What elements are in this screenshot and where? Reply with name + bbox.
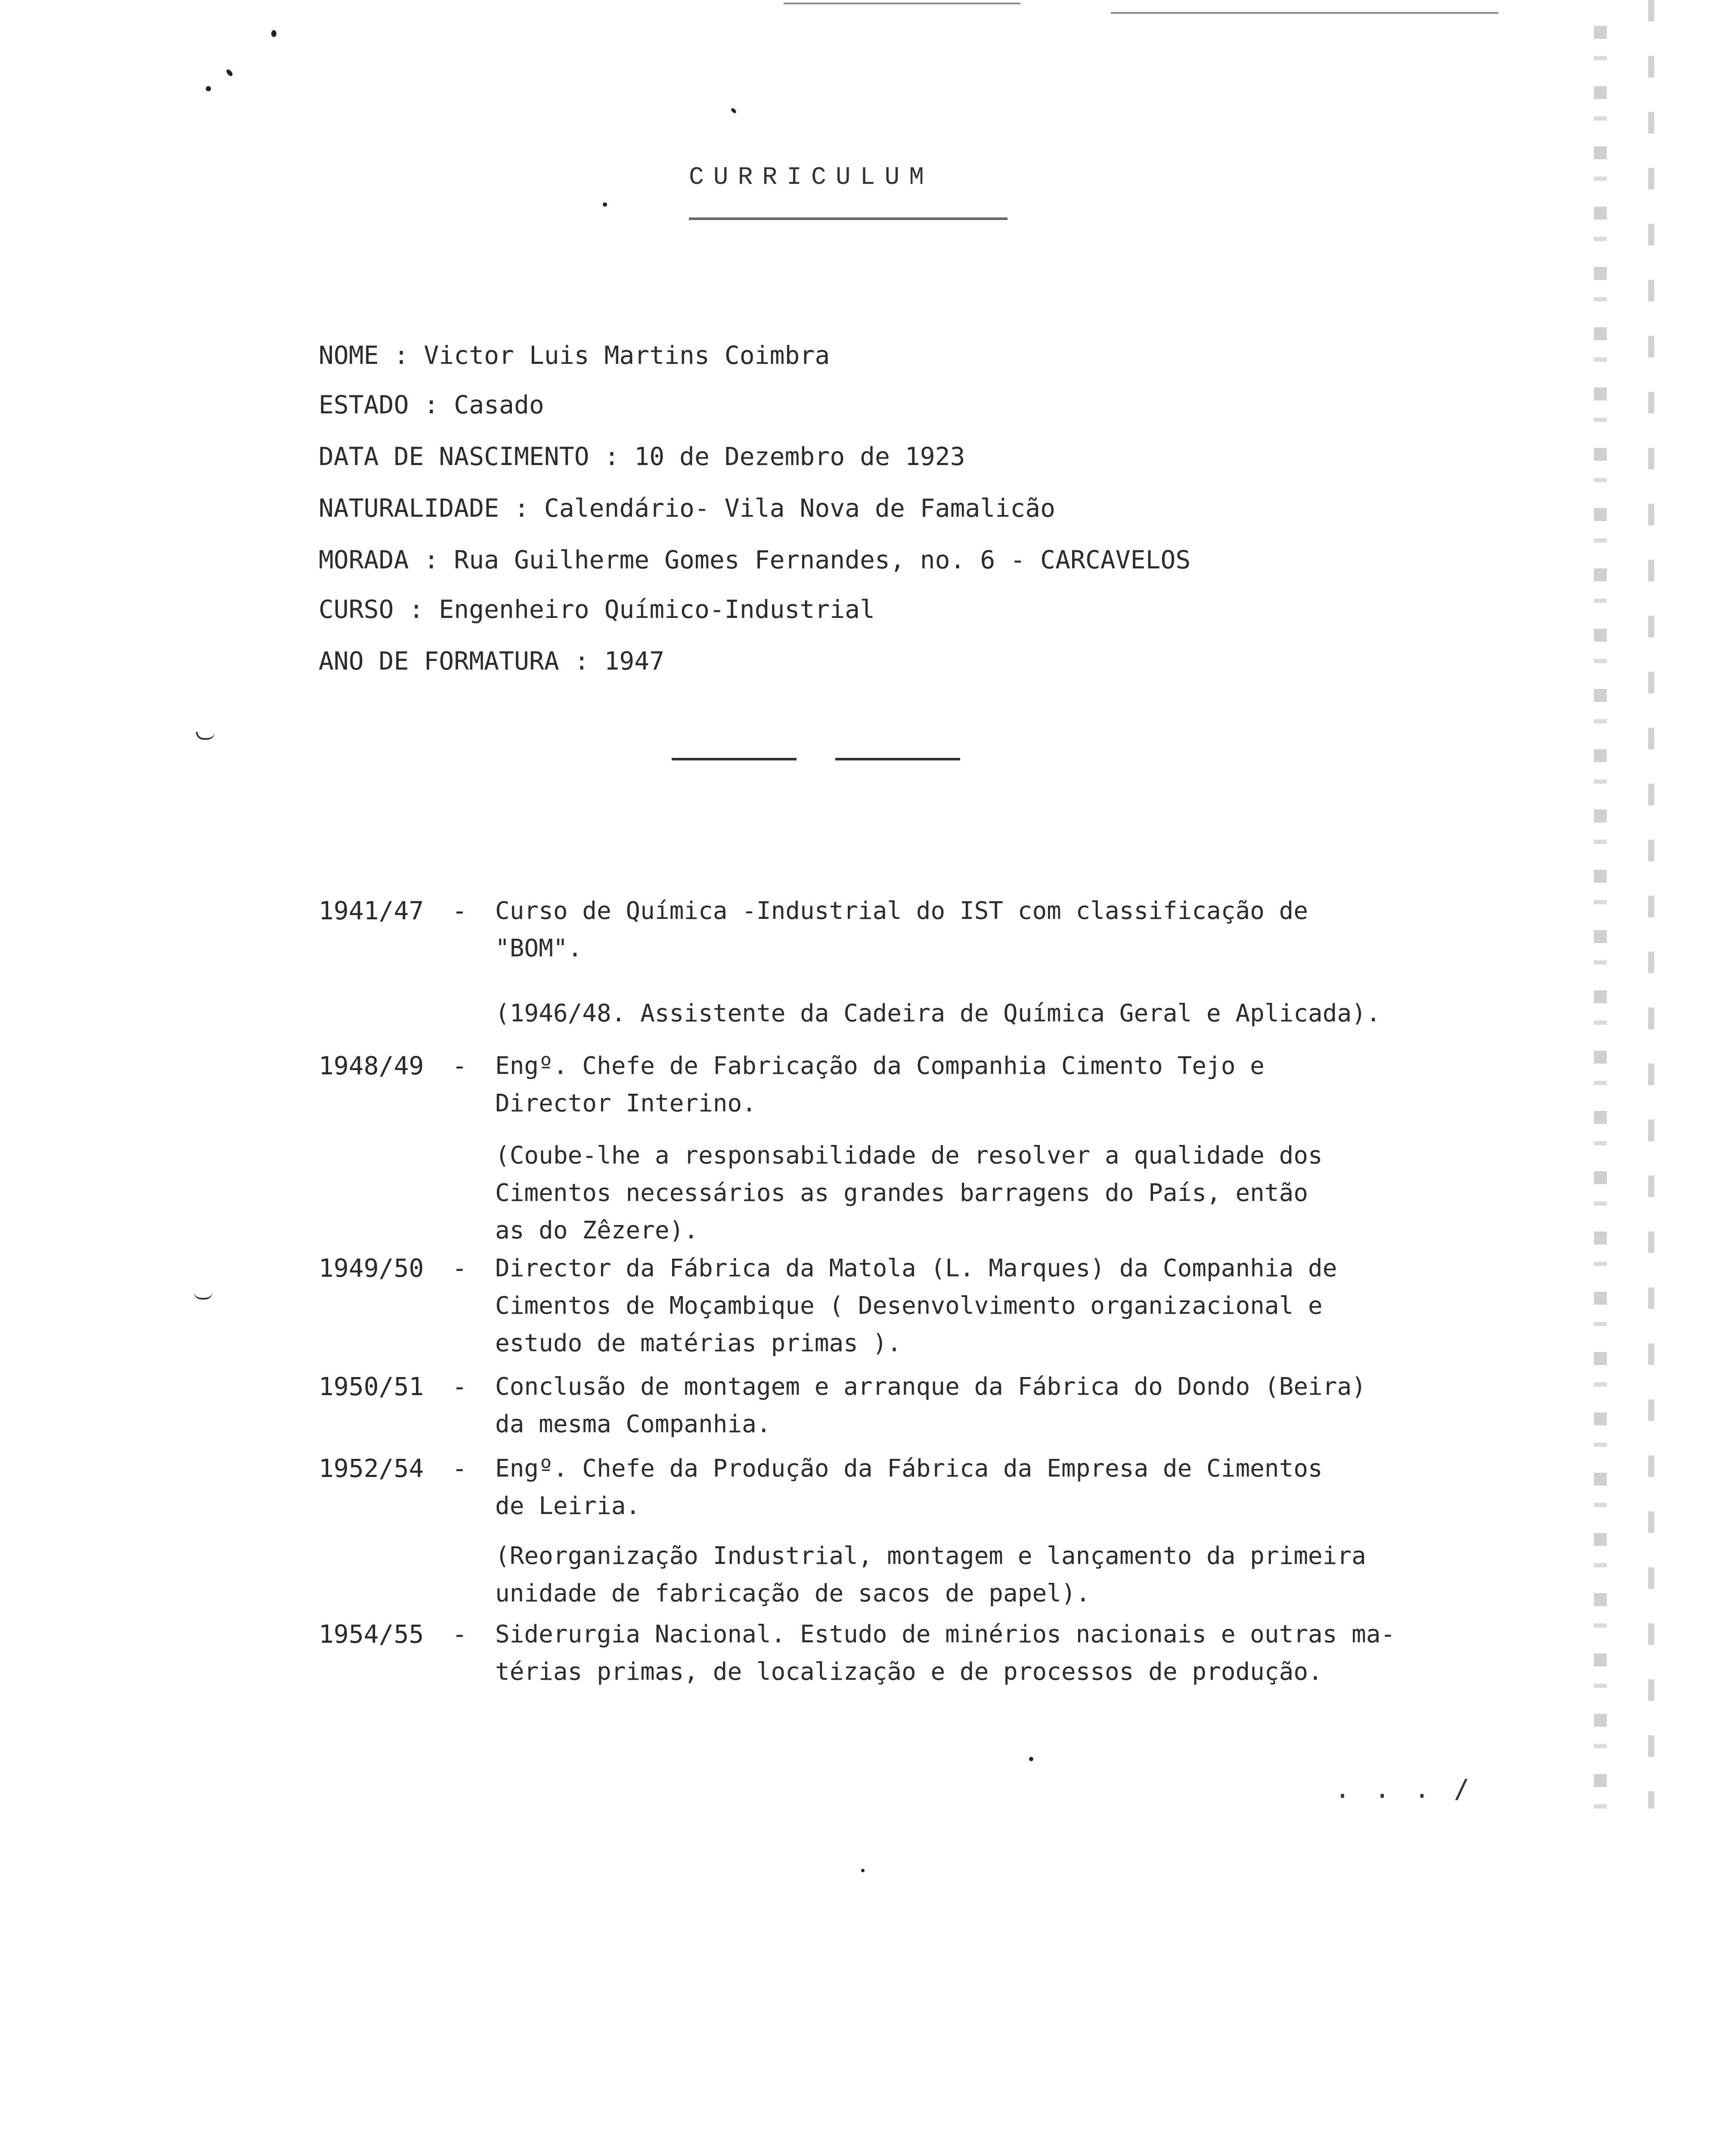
entry-text: Conclusão de montagem e arranque da Fábrica do Dondo (Beira) da mesma Companhia. [495, 1373, 1366, 1438]
field-nome: NOME : Victor Luis Martins Coimbra [319, 341, 830, 370]
title-underline [689, 217, 1008, 220]
scan-artifact-line [1111, 12, 1498, 14]
entry-dash: - [452, 896, 467, 925]
entry-year: 1949/50 [319, 1253, 424, 1283]
section-divider-left [672, 758, 797, 760]
entry-text: Engº. Chefe de Fabricação da Companhia Cimento Tejo e Director Interino. [495, 1052, 1265, 1117]
scan-speck [225, 68, 233, 77]
scan-speck [1029, 1757, 1033, 1761]
scan-speck [603, 202, 607, 207]
entry-dash: - [452, 1619, 467, 1649]
scan-speck [194, 1292, 213, 1300]
entry-dash: - [452, 1253, 467, 1283]
continuation-mark: . . . / [1335, 1774, 1474, 1804]
scan-speck [271, 30, 276, 37]
entry-note: (1946/48. Assistente da Cadeira de Química Geral e Aplicada). [495, 999, 1381, 1027]
scan-speck [730, 107, 737, 114]
entry-note: (Coube-lhe a responsabilidade de resolver a qualidade dos Cimentos necessários as grandes barragens do País, então as do Zêzere). [495, 1142, 1323, 1244]
entry-text: Curso de Química -Industrial do IST com classificação de "BOM". [495, 897, 1308, 962]
scan-speck [206, 86, 211, 91]
entry-year: 1941/47 [319, 896, 424, 925]
entry-dash: - [452, 1051, 467, 1080]
scan-edge-marks [1594, 26, 1607, 1813]
entry-text: Director da Fábrica da Matola (L. Marques) da Companhia de Cimentos de Moçambique ( Desenvolvimento organizacional e estudo de matérias primas ). [495, 1254, 1337, 1357]
scan-speck [196, 732, 215, 740]
field-naturalidade: NATURALIDADE : Calendário- Vila Nova de Famalicão [319, 493, 1056, 523]
entry-dash: - [452, 1454, 467, 1483]
entry-note: (Reorganização Industrial, montagem e lançamento da primeira unidade de fabricação de sacos de papel). [495, 1542, 1366, 1607]
document-title: CURRICULUM [689, 164, 934, 192]
field-estado: ESTADO : Casado [319, 390, 544, 419]
field-morada: MORADA : Rua Guilherme Gomes Fernandes, no. 6 - CARCAVELOS [319, 545, 1191, 574]
field-data-nascimento: DATA DE NASCIMENTO : 10 de Dezembro de 1923 [319, 442, 965, 471]
entry-text: Engº. Chefe da Produção da Fábrica da Empresa de Cimentos de Leiria. [495, 1455, 1323, 1520]
entry-year: 1950/51 [319, 1372, 424, 1401]
field-ano-formatura: ANO DE FORMATURA : 1947 [319, 646, 665, 676]
scan-edge-marks [1648, 0, 1654, 1809]
scan-speck [861, 1869, 865, 1872]
entry-text: Siderurgia Nacional. Estudo de minérios nacionais e outras ma- térias primas, de localização e de processos de produção. [495, 1620, 1395, 1686]
section-divider-right [835, 758, 960, 760]
field-curso: CURSO : Engenheiro Químico-Industrial [319, 595, 875, 624]
scan-artifact-line [784, 3, 1020, 4]
entry-year: 1952/54 [319, 1454, 424, 1483]
entry-dash: - [452, 1372, 467, 1401]
entry-year: 1954/55 [319, 1619, 424, 1649]
entry-year: 1948/49 [319, 1051, 424, 1080]
